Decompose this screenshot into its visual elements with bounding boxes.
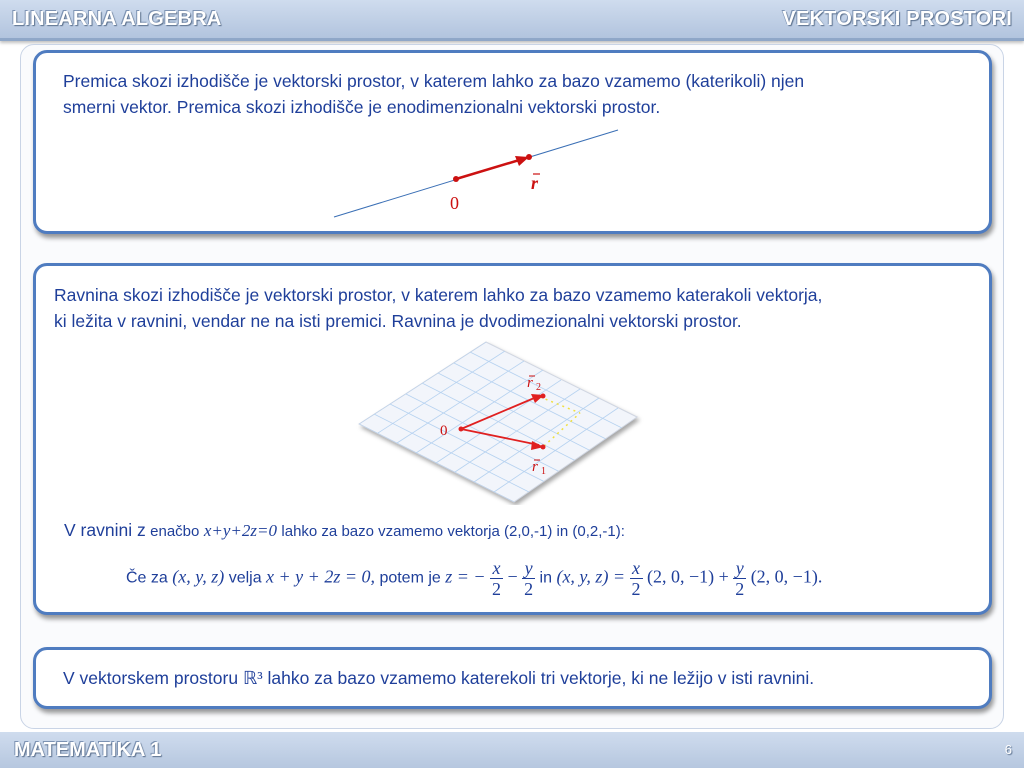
- example-suffix: lahko za bazo vzamemo vektorja (2,0,-1) in (0,2,-1):: [281, 523, 625, 540]
- r3-text: [63, 665, 814, 691]
- vector-tip-point: [526, 154, 532, 160]
- plane-text-2: ki ležita v ravnini, vendar ne na isti premici. Ravnina je dvodimezionalni vektorski prostor.: [54, 311, 742, 331]
- example-enacbo: enačbo: [150, 523, 200, 540]
- tuple-xyz: (x, y, z): [172, 566, 225, 587]
- derivation-line: [126, 558, 822, 599]
- r3-symbol: ℝ³: [242, 668, 263, 688]
- plane-origin-label: 0: [440, 423, 448, 439]
- potem-je-text: potem je: [379, 569, 441, 587]
- plane-panel: [33, 263, 992, 615]
- plane-diagram: [354, 339, 644, 505]
- basis-vector-2: (2, 0, −1).: [750, 566, 823, 587]
- basis-vector-1: (2, 0, −1) +: [646, 566, 729, 587]
- vector-label: r: [531, 173, 539, 193]
- plane-equation: x + y + 2z = 0,: [266, 566, 375, 587]
- fraction-x-over-2-b: $\frac{x}{2}$: [631, 558, 641, 599]
- velja-text: velja: [228, 569, 262, 587]
- example-prefix: V ravnini z: [64, 520, 146, 540]
- plane-panel-text: [54, 282, 822, 334]
- r1-label: r: [532, 459, 538, 475]
- fraction-y-over-2: $\frac{y}{2}$: [524, 558, 534, 599]
- r1-subscript: 1: [541, 466, 546, 477]
- in-text: in: [539, 569, 552, 587]
- page-number: 6: [1004, 742, 1012, 757]
- plane-example-line: [64, 520, 625, 541]
- direction-vector: [456, 158, 526, 179]
- r2-label: r: [527, 375, 533, 391]
- origin-point: [453, 176, 459, 182]
- plane-origin-point: [459, 427, 464, 432]
- r3-panel: [33, 647, 992, 709]
- fraction-x-over-2: $\frac{x}{2}$: [492, 558, 502, 599]
- tuple-equals: (x, y, z) =: [556, 566, 626, 587]
- line-diagram: [326, 123, 626, 223]
- r3-text-before: V vektorskem prostoru: [63, 668, 239, 688]
- ce-za-text: Če za: [126, 569, 168, 587]
- r2-subscript: 2: [536, 382, 541, 393]
- origin-label: 0: [450, 193, 459, 213]
- plane-text-1: Ravnina skozi izhodišče je vektorski prostor, v katerem lahko za bazo vzamemo katerakoli vektorja,: [54, 285, 823, 305]
- section-title: VEKTORSKI PROSTORI: [782, 8, 1012, 30]
- line-panel: [33, 50, 992, 234]
- line-text-1: Premica skozi izhodišče je vektorski prostor, v katerem lahko za bazo vzamemo (katerikoli) njen: [63, 71, 805, 91]
- r3-text-after: lahko za bazo vzamemo katerekoli tri vektorje, ki ne ležijo v isti ravnini.: [267, 668, 815, 688]
- line-text-2: smerni vektor. Premica skozi izhodišče je enodimenzionalni vektorski prostor.: [63, 97, 661, 117]
- footer-title: MATEMATIKA 1: [14, 739, 162, 761]
- example-equation: x+y+2z=0: [203, 521, 277, 540]
- minus-sign: −: [507, 566, 518, 587]
- z-equals: z = −: [445, 566, 486, 587]
- header-bar: [0, 0, 1024, 41]
- footer-bar: [0, 732, 1024, 768]
- fraction-y-over-2-b: $\frac{y}{2}$: [735, 558, 745, 599]
- course-title: LINEARNA ALGEBRA: [12, 8, 222, 30]
- line-panel-text: [63, 68, 804, 120]
